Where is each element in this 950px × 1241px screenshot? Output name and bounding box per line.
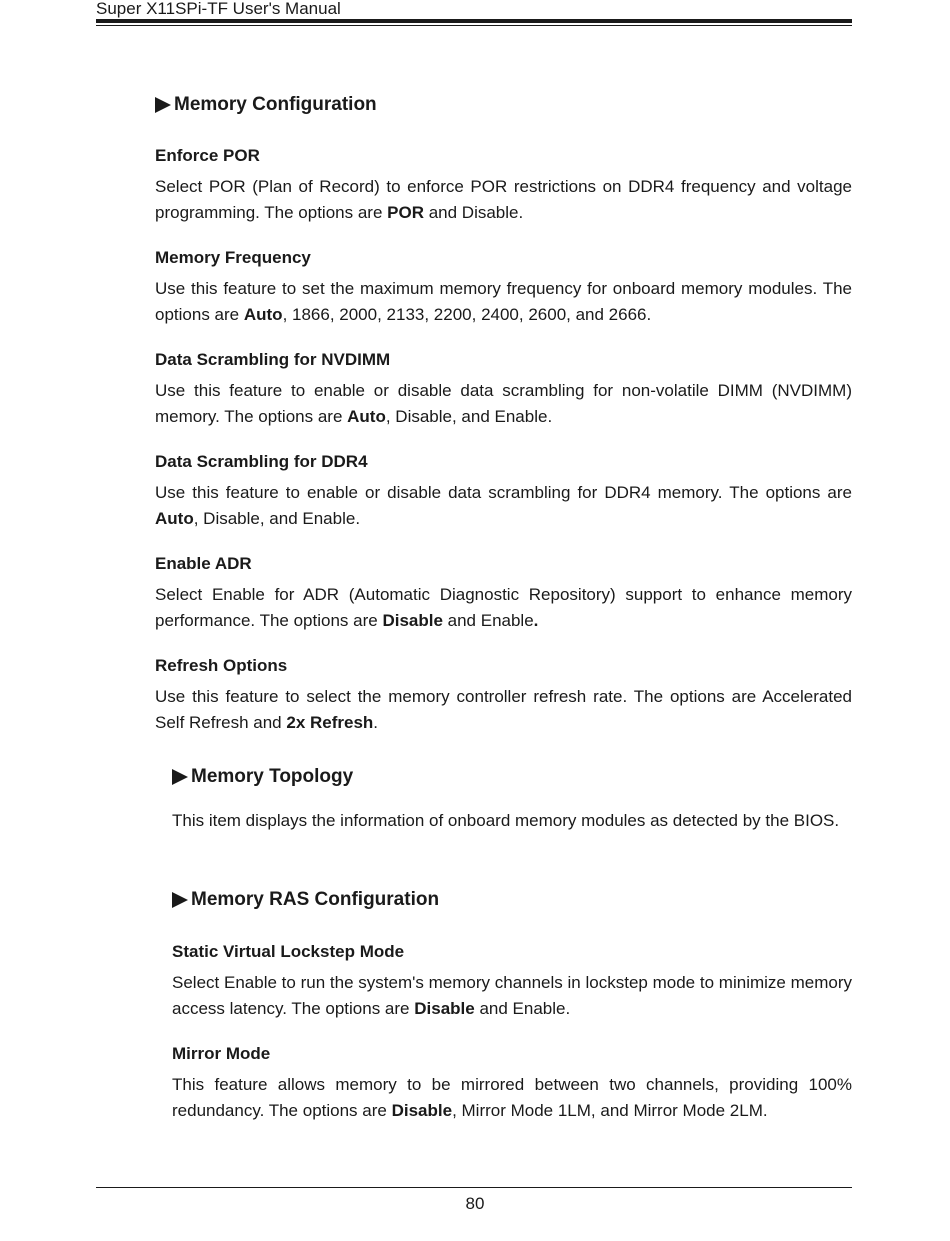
text: This item displays the information of onboard memory modules as detected by the BIOS. (172, 811, 840, 830)
memory-frequency-description (155, 276, 852, 328)
mirror-mode-title: Mirror Mode (172, 1044, 271, 1063)
text: Use this feature to set the maximum memory frequency for onboard memory modules. The options are (155, 279, 852, 324)
enforce-por-title: Enforce POR (155, 146, 260, 165)
section-title: Memory RAS Configuration (191, 889, 440, 910)
triangle-right-icon (172, 769, 188, 785)
scrambling-ddr4-description (155, 480, 852, 532)
footer-rule (96, 1187, 852, 1188)
triangle-right-icon (155, 97, 171, 113)
default-option: Disable (414, 999, 475, 1018)
scrambling-nvdimm-description (155, 378, 852, 430)
enforce-por-description (155, 174, 852, 226)
text: . (533, 611, 539, 630)
memory-frequency-title: Memory Frequency (155, 248, 311, 267)
lockstep-title: Static Virtual Lockstep Mode (172, 942, 405, 961)
text: , Mirror Mode 1LM, and Mirror Mode 2LM. (452, 1101, 768, 1120)
header-rule-thin (96, 25, 852, 26)
default-option: Auto (155, 509, 194, 528)
page-number: 80 (465, 1194, 485, 1213)
section-memory-ras (172, 889, 439, 911)
default-option: Auto (243, 305, 283, 324)
section-title: Memory Configuration (174, 94, 377, 115)
lockstep-description (172, 970, 852, 1022)
text: and Enable. (474, 999, 571, 1018)
default-option: POR (387, 203, 424, 222)
refresh-options-title: Refresh Options (155, 656, 288, 675)
manual-title: Super X11SPi-TF User's Manual (96, 0, 341, 18)
scrambling-ddr4-title: Data Scrambling for DDR4 (155, 452, 368, 471)
text: Select Enable for ADR (Automatic Diagnostic Repository) support to enhance memory performance. The options are (155, 585, 852, 630)
memory-topology-description (172, 808, 852, 834)
text: . (373, 713, 379, 732)
default-option: Auto (347, 407, 386, 426)
triangle-right-icon (172, 892, 188, 908)
text: , Disable, and Enable. (193, 509, 361, 528)
text: and Disable. (423, 203, 524, 222)
refresh-options-description (155, 684, 852, 736)
mirror-mode-description (172, 1072, 852, 1124)
enable-adr-description (155, 582, 852, 634)
text: Select POR (Plan of Record) to enforce POR restrictions on DDR4 frequency and voltage programming. The options are (155, 177, 852, 222)
header-rule (96, 19, 852, 23)
scrambling-nvdimm-title: Data Scrambling for NVDIMM (155, 350, 391, 369)
section-memory-configuration (155, 94, 377, 116)
section-memory-topology (172, 766, 353, 788)
text: Use this feature to enable or disable data scrambling for DDR4 memory. The options are (155, 483, 852, 502)
text: This feature allows memory to be mirrored between two channels, providing 100% redundancy. The options are (172, 1075, 852, 1120)
text: Use this feature to enable or disable data scrambling for non-volatile DIMM (NVDIMM) memory. The options are (155, 381, 852, 426)
text: and Enable (442, 611, 534, 630)
default-option: Disable (382, 611, 443, 630)
default-option: Disable (391, 1101, 453, 1120)
text: , 1866, 2000, 2133, 2200, 2400, 2600, and 2666. (282, 305, 652, 324)
enable-adr-title: Enable ADR (155, 554, 252, 573)
text: Use this feature to select the memory controller refresh rate. The options are Accelerated Self Refresh and (155, 687, 852, 732)
default-option: 2x Refresh (286, 713, 374, 732)
section-title: Memory Topology (191, 766, 354, 787)
text: , Disable, and Enable. (385, 407, 553, 426)
text: Select Enable to run the system's memory channels in lockstep mode to minimize memory access latency. The options are (172, 973, 852, 1018)
